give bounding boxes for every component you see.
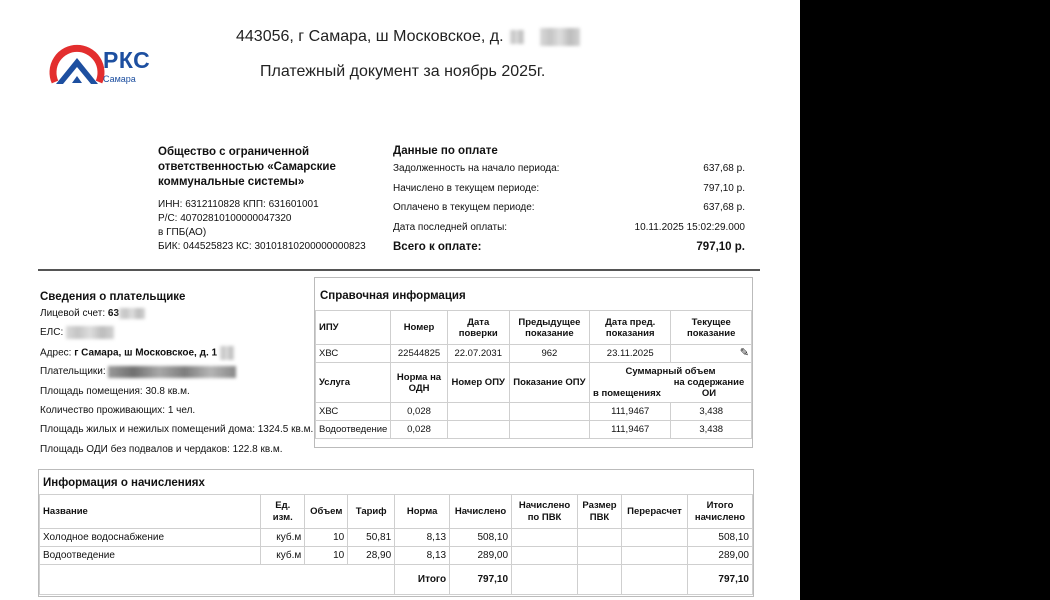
payment-header: Данные по оплате — [393, 145, 498, 157]
charges-info — [38, 469, 754, 597]
meter-row: ХВС 22544825 22.07.2031 962 23.11.2025 ✎ — [316, 345, 752, 363]
edit-pencil-icon[interactable]: ✎ — [739, 347, 749, 359]
reference-info — [314, 277, 753, 448]
payer-address: Адрес: г Самара, ш Московское, д. 1 — [40, 346, 310, 365]
org-account: Р/С: 40702810100000047320 — [158, 213, 292, 224]
current-reading-cell[interactable] — [671, 345, 752, 363]
charge-row: Водоотведение куб.м 10 28,90 8,13 289,00 289,00 — [40, 547, 753, 565]
charges-table — [39, 494, 753, 595]
payer-residents: Количество проживающих: 1 чел. — [40, 404, 196, 416]
address-line — [236, 28, 580, 46]
payment-total: Всего к оплате: 797,10 р. — [393, 241, 745, 253]
payment-row: Оплачено в текущем периоде: 637,68 р. — [393, 202, 745, 213]
meter-header-row: ИПУ Номер Дата поверки Предыдущее показание Дата пред. показания Текущее показание — [316, 311, 752, 345]
odi-area: Площадь ОДИ без подвалов и чердаков: 122.8 кв.м. — [40, 443, 283, 455]
org-name: Общество с ограниченной ответственностью «Самарские коммунальные системы» — [158, 146, 336, 188]
payer-area: Площадь помещения: 30.8 кв.м. — [40, 385, 190, 397]
payment-row: Дата последней оплаты: 10.11.2025 15:02:29.000 — [393, 221, 745, 233]
section-divider — [38, 269, 760, 271]
redacted-block — [119, 308, 145, 319]
reference-title: Справочная информация — [320, 290, 466, 302]
payer-account: Лицевой счет: 63 — [40, 307, 310, 326]
redacted-block — [66, 326, 114, 339]
redacted-block — [108, 366, 236, 378]
payer-info — [40, 291, 314, 462]
address-text: 443056, г Самара, ш Московское, д. — [236, 28, 504, 46]
payer-els: ЕЛС: — [40, 326, 310, 345]
payment-data — [393, 145, 745, 260]
payment-row: Начислено в текущем периоде: 797,10 р. — [393, 182, 745, 194]
charge-row: Холодное водоснабжение куб.м 10 50,81 8,13 508,10 508,10 — [40, 529, 753, 547]
org-bik: БИК: 044525823 КС: 30101810200000000823 — [158, 241, 366, 252]
service-row: Водоотведение 0,028 111,9467 3,438 — [316, 421, 752, 439]
payer-header: Сведения о плательщике — [40, 291, 186, 303]
redacted-block — [220, 346, 234, 360]
service-row: ХВС 0,028 111,9467 3,438 — [316, 403, 752, 421]
house-area: Площадь жилых и нежилых помещений дома: 1324.5 кв.м. — [40, 424, 314, 436]
brand-city: Самара — [103, 74, 136, 84]
document-title: Платежный документ за ноябрь 2025г. — [260, 63, 546, 80]
org-bank: в ГПБ(АО) — [158, 227, 207, 238]
org-inn: ИНН: 6312110828 КПП: 631601001 — [158, 199, 319, 210]
payer-names: Плательщики: — [40, 365, 310, 384]
reference-table — [315, 310, 752, 439]
charges-total-row: Итого 797,10 797,10 — [40, 565, 753, 595]
service-header-row: Услуга Норма на ОДН Номер ОПУ Показание ОПУ Суммарный объем в помещениях на содержание ОИ — [316, 363, 752, 403]
brand-name: РКС — [103, 47, 151, 73]
charges-title: Информация о начислениях — [43, 477, 205, 489]
redacted-block — [510, 30, 524, 44]
org-details — [158, 198, 373, 254]
payment-row: Задолженность на начало периода: 637,68 р. — [393, 163, 745, 174]
charges-header-row: Название Ед. изм. Объем Тариф Норма Начислено Начислено по ПВК Размер ПВК Перерасчет Итого начислено — [40, 495, 753, 529]
redacted-block — [540, 28, 580, 46]
